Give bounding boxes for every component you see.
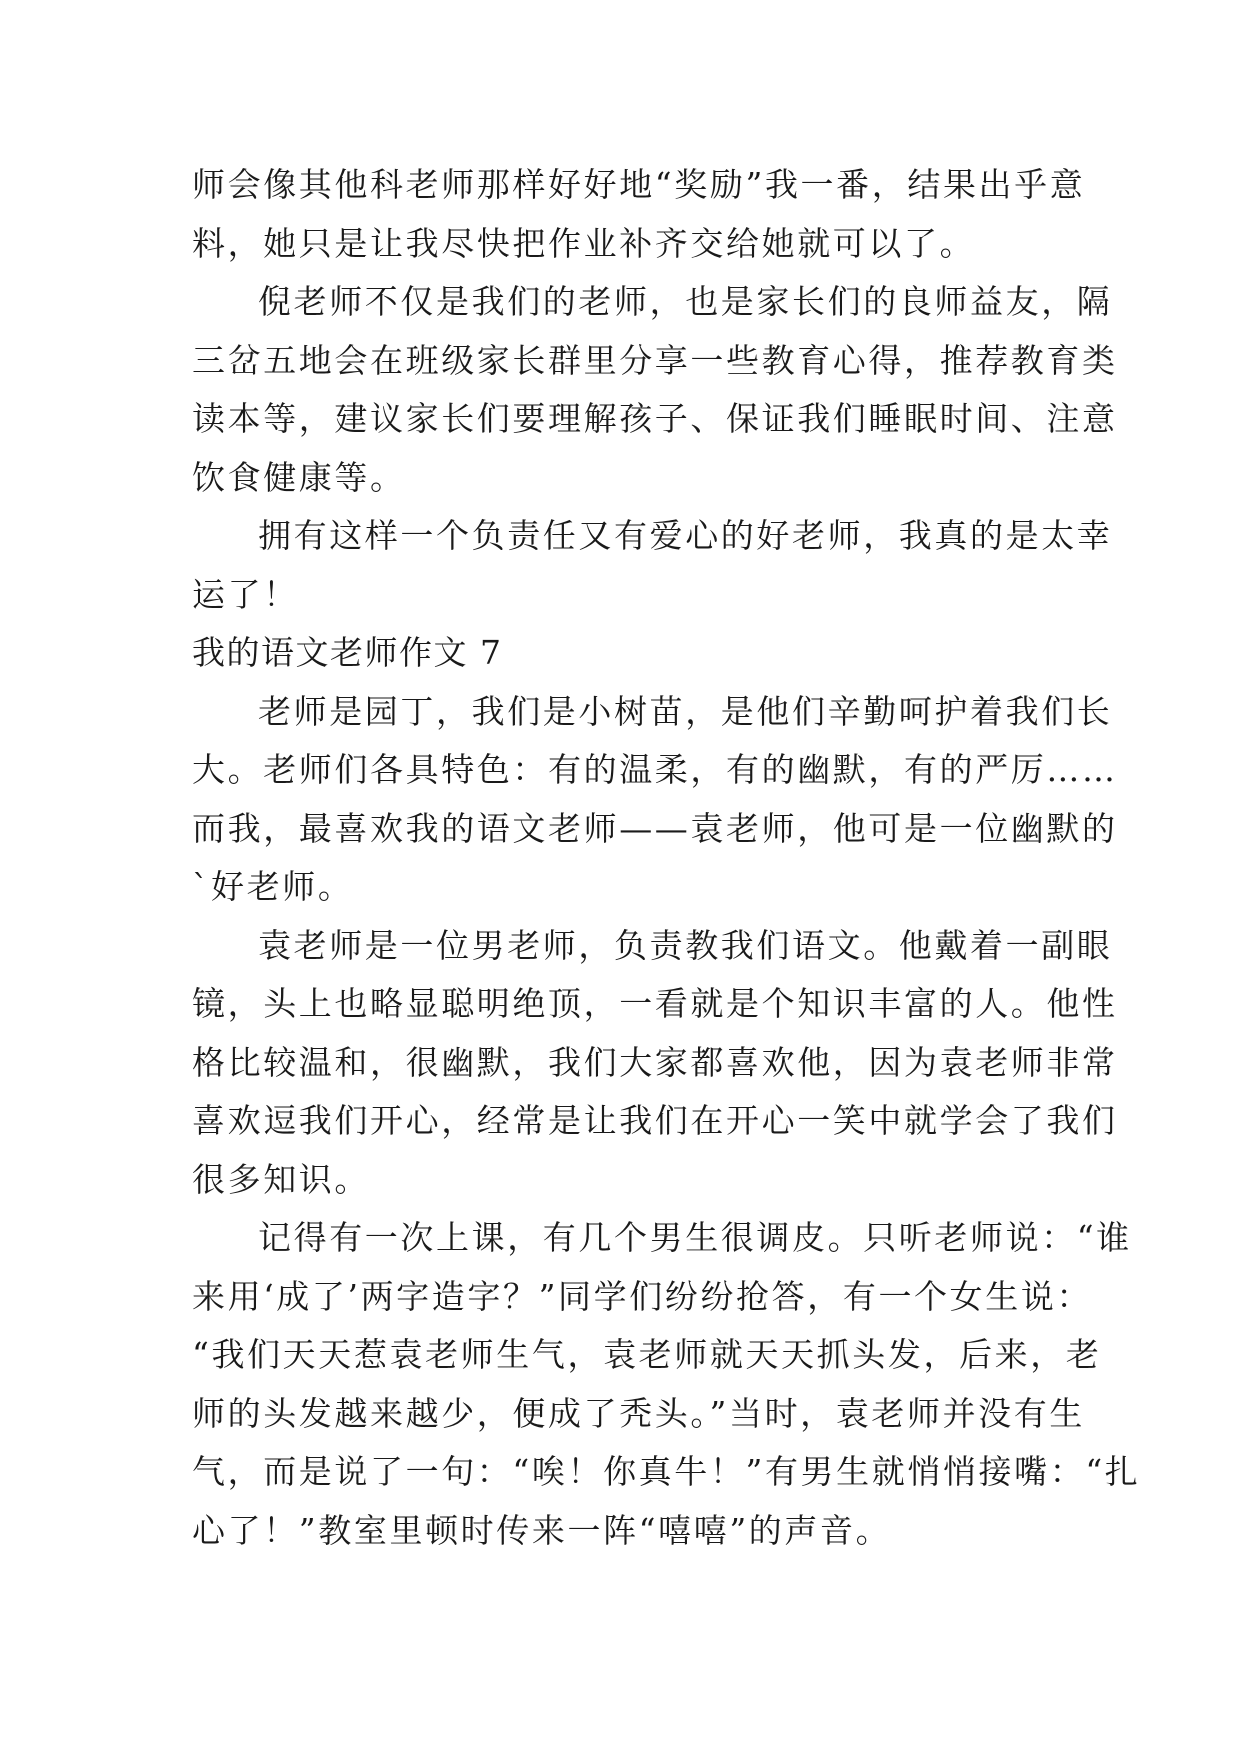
text-line: 饮食健康等。 bbox=[192, 457, 406, 497]
document-body bbox=[192, 156, 1141, 1560]
text-line: 料，她只是让我尽快把作业补齐交给她就可以了。 bbox=[192, 223, 976, 263]
text-line: 心了！”教室里顿时传来一阵“嘻嘻”的声音。 bbox=[192, 1510, 892, 1550]
text-line: 三岔五地会在班级家长群里分享一些教育心得，推荐教育类 bbox=[192, 340, 1118, 380]
text-line: 大。老师们各具特色：有的温柔，有的幽默，有的严厉…… bbox=[192, 750, 1118, 789]
text-line: “我们天天惹袁老师生气，袁老师就天天抓头发，后来，老 bbox=[192, 1335, 1102, 1374]
text-line: 师会像其他科老师那样好好地“奖励”我一番，结果出乎意 bbox=[192, 165, 1086, 204]
text-line: 格比较温和，很幽默，我们大家都喜欢他，因为袁老师非常 bbox=[192, 1042, 1118, 1082]
paragraph-start-line: 拥有这样一个负责任又有爱心的好老师，我真的是太幸 bbox=[258, 516, 1113, 555]
text-line: 读本等，建议家长们要理解孩子、保证我们睡眠时间、注意 bbox=[192, 399, 1118, 438]
text-line: 来用‘成了’两字造字？”同学们纷纷抢答，有一个女生说： bbox=[192, 1276, 1093, 1316]
paragraph-start-line: 倪老师不仅是我们的老师，也是家长们的良师益友，隔 bbox=[258, 282, 1113, 321]
text-line: 喜欢逗我们开心，经常是让我们在开心一笑中就学会了我们 bbox=[192, 1101, 1118, 1140]
text-line: 而我，最喜欢我的语文老师——袁老师，他可是一位幽默的 bbox=[192, 808, 1118, 848]
paragraph-start-line: 老师是园丁，我们是小树苗，是他们辛勤呵护着我们长 bbox=[258, 691, 1113, 731]
paragraph-start-line: 记得有一次上课，有几个男生很调皮。只听老师说：“谁 bbox=[258, 1218, 1132, 1257]
text-line: 气，而是说了一句：“唉！你真牛！”有男生就悄悄接嘴：“扎 bbox=[192, 1452, 1141, 1491]
text-line: 运了！ bbox=[192, 574, 299, 614]
text-line: `好老师。 bbox=[192, 867, 354, 906]
text-line: 镜，头上也略显聪明绝顶，一看就是个知识丰富的人。他性 bbox=[192, 984, 1118, 1023]
paragraph-start-line: 袁老师是一位男老师，负责教我们语文。他戴着一副眼 bbox=[258, 925, 1113, 965]
text-line: 师的头发越来越少，便成了秃头。”当时，袁老师并没有生 bbox=[192, 1393, 1085, 1433]
section-heading: 我的语文老师作文 7 bbox=[192, 633, 503, 672]
text-line: 很多知识。 bbox=[192, 1159, 370, 1199]
